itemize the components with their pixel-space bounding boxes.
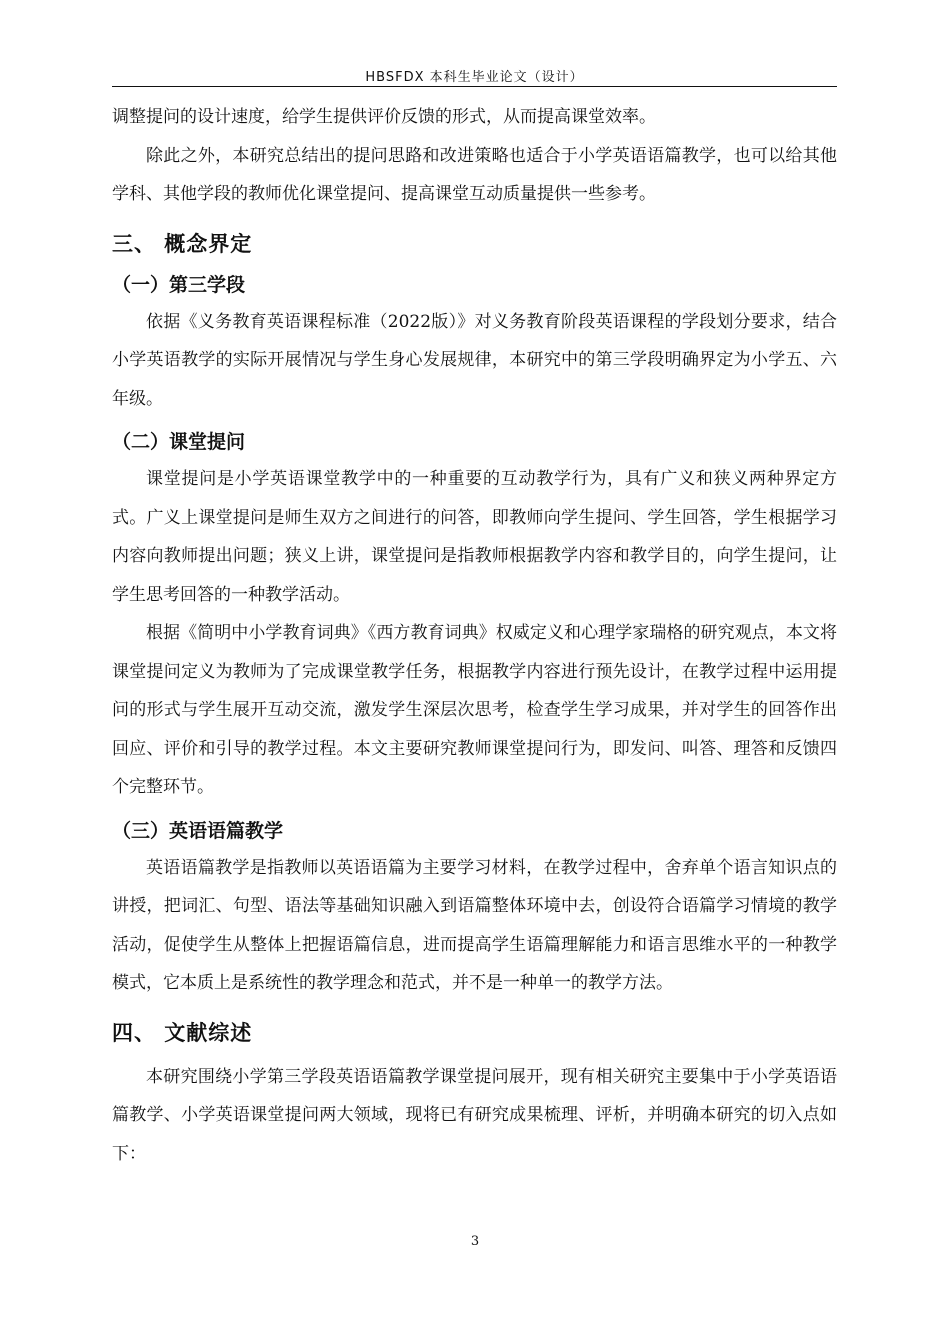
- subsection-heading-third-stage: （一）第三学段: [112, 273, 246, 296]
- body-paragraph: 英语语篇教学是指教师以英语语篇为主要学习材料，在教学过程中，舍弃单个语言知识点的讲授，把词汇、句型、语法等基础知识融入到语篇整体环境中去，创设符合语篇学习情境的教学活动，促使学生从整体上把握语篇信息，进而提高学生语篇理解能力和语言思维水平的一种教学模式，它本质上是系统性的教学理念和范式，并不是一种单一的教学方法。: [112, 857, 837, 993]
- body-paragraph: 除此之外，本研究总结出的提问思路和改进策略也适合于小学英语语篇教学，也可以给其他学科、其他学段的教师优化课堂提问、提高课堂互动质量提供一些参考。: [112, 145, 837, 204]
- body-paragraph: 课堂提问是小学英语课堂教学中的一种重要的互动教学行为，具有广义和狭义两种界定方式。广义上课堂提问是师生双方之间进行的问答，即教师向学生提问、学生回答，学生根据学习内容向教师提出问题；狭义上讲，课堂提问是指教师根据教学内容和教学目的，向学生提问，让学生思考回答的一种教学活动。: [112, 469, 837, 605]
- subsection-heading-classroom-questioning: （二）课堂提问: [112, 431, 246, 453]
- running-header: HBSFDX 本科生毕业论文（设计）: [365, 70, 584, 85]
- section-heading-concepts: 三、 概念界定: [112, 231, 253, 256]
- section-heading-literature-review: 四、 文献综述: [112, 1020, 253, 1045]
- body-paragraph: 根据《简明中小学教育词典》《西方教育词典》权威定义和心理学家瑞格的研究观点，本文将课堂提问定义为教师为了完成课堂教学任务，根据教学内容进行预先设计，在教学过程中运用提问的形式与学生展开互动交流，激发学生深层次思考，检查学生学习成果，并对学生的回答作出回应、评价和引导的教学过程。本文主要研究教师课堂提问行为，即发问、叫答、理答和反馈四个完整环节。: [112, 623, 837, 797]
- subsection-heading-discourse-teaching: （三）英语语篇教学: [112, 819, 284, 842]
- page-number: 3: [470, 1234, 480, 1249]
- page-content: [112, 98, 837, 1173]
- header-rule: [112, 86, 837, 87]
- continuation-paragraph: 调整提问的设计速度，给学生提供评价反馈的形式，从而提高课堂效率。: [112, 107, 656, 127]
- body-paragraph: 依据《义务教育英语课程标准（2022版）》对义务教育阶段英语课程的学段划分要求，结合小学英语教学的实际开展情况与学生身心发展规律，本研究中的第三学段明确界定为小学五、六年级。: [112, 311, 837, 409]
- body-paragraph: 本研究围绕小学第三学段英语语篇教学课堂提问展开，现有相关研究主要集中于小学英语语篇教学、小学英语课堂提问两大领域，现将已有研究成果梳理、评析，并明确本研究的切入点如下：: [112, 1066, 837, 1164]
